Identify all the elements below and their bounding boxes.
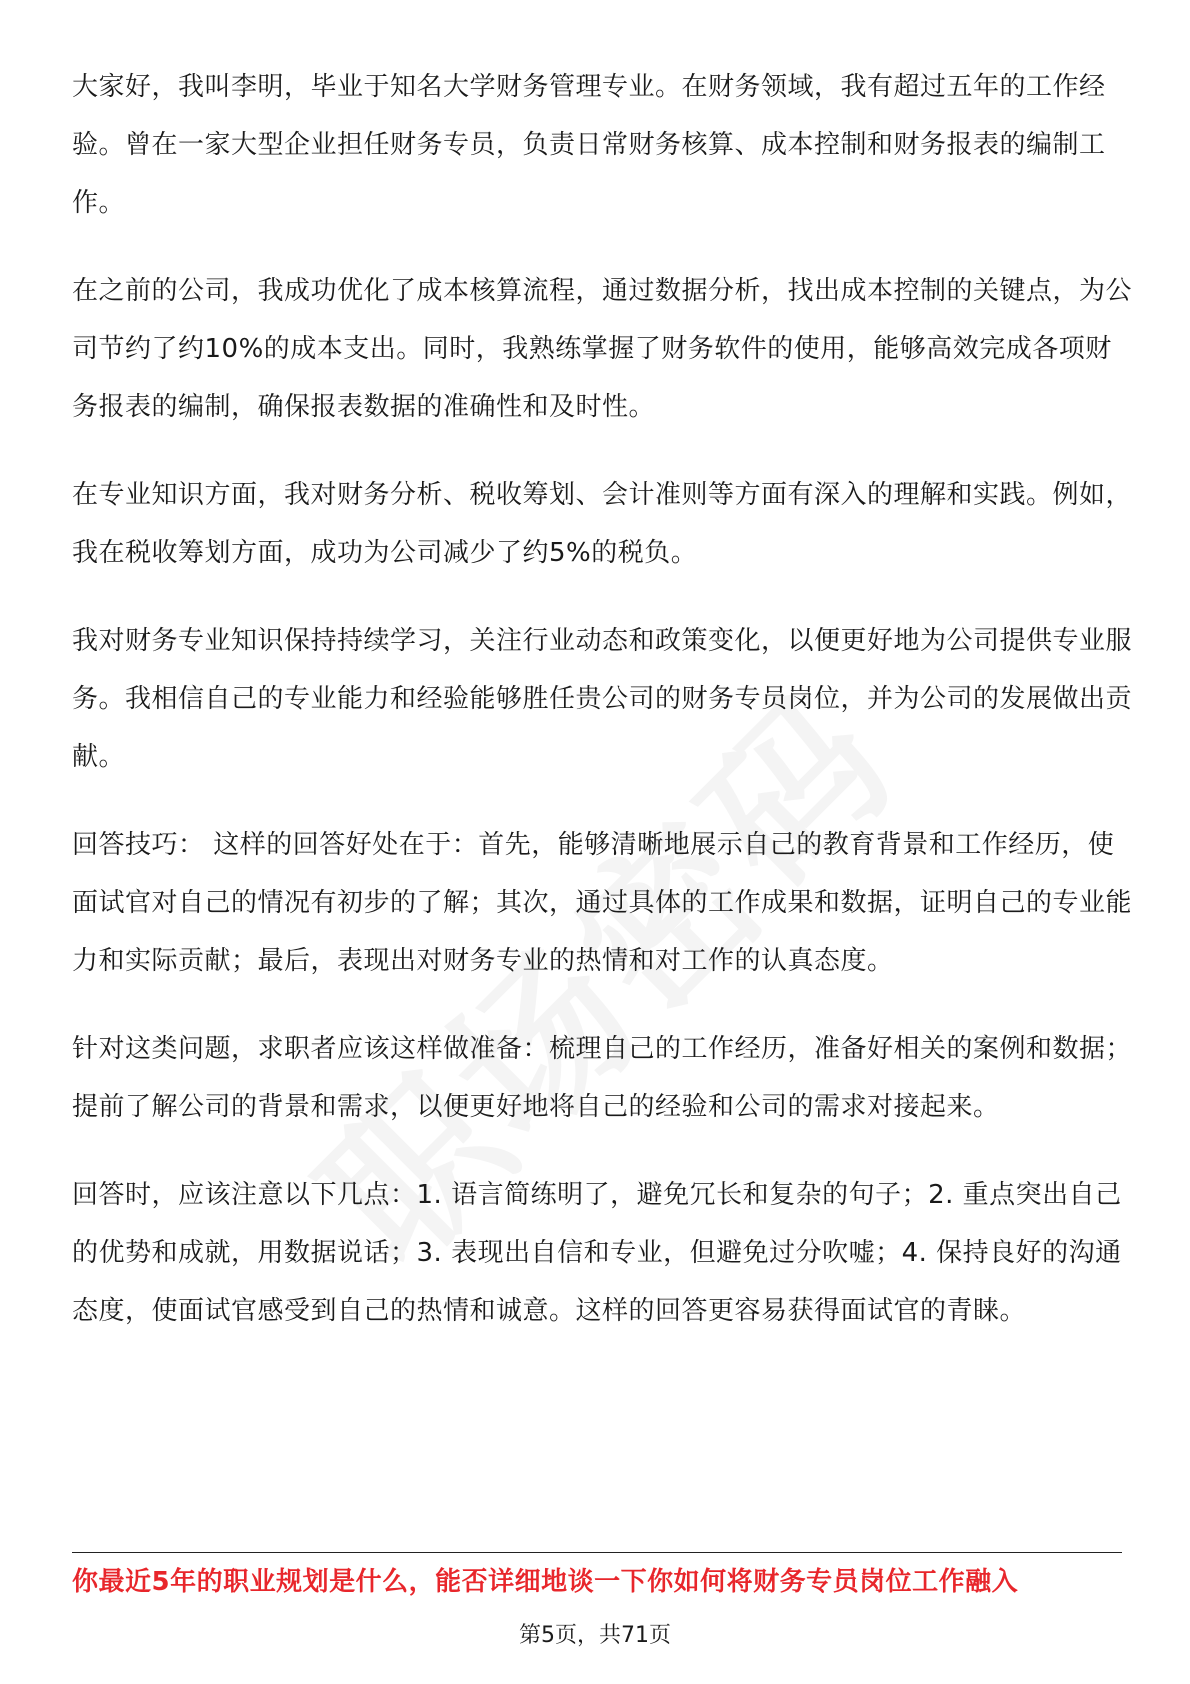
page-number: 第5页，共71页 bbox=[519, 1623, 671, 1648]
next-question-heading: 你最近5年的职业规划是什么，能否详细地谈一下你如何将财务专员岗位工作融入 bbox=[72, 1567, 1019, 1597]
paragraph-preparation: 针对这类问题，求职者应该这样做准备：梳理自己的工作经历，准备好相关的案例和数据；提前了解公司的背景和需求，以便更好地将自己的经验和公司的需求对接起来。 bbox=[72, 1034, 1133, 1122]
paragraph-intro: 大家好，我叫李明，毕业于知名大学财务管理专业。在财务领域，我有超过五年的工作经验。曾在一家大型企业担任财务专员，负责日常财务核算、成本控制和财务报表的编制工作。 bbox=[72, 72, 1106, 218]
section-divider bbox=[72, 1552, 1122, 1553]
paragraph-answer-tips: 回答技巧： 这样的回答好处在于：首先，能够清晰地展示自己的教育背景和工作经历，使面试官对自己的情况有初步的了解；其次，通过具体的工作成果和数据，证明自己的专业能力和实际贡献；最后，表现出对财务专业的热情和对工作的认真态度。 bbox=[72, 830, 1133, 976]
paragraph-expertise: 在专业知识方面，我对财务分析、税收筹划、会计准则等方面有深入的理解和实践。例如，我在税收筹划方面，成功为公司减少了约5%的税负。 bbox=[72, 480, 1133, 568]
paragraph-achievements: 在之前的公司，我成功优化了成本核算流程，通过数据分析，找出成本控制的关键点，为公司节约了约10%的成本支出。同时，我熟练掌握了财务软件的使用，能够高效完成各项财务报表的编制，确保报表数据的准确性和及时性。 bbox=[72, 276, 1133, 422]
paragraph-learning: 我对财务专业知识保持持续学习，关注行业动态和政策变化，以便更好地为公司提供专业服务。我相信自己的专业能力和经验能够胜任贵公司的财务专员岗位，并为公司的发展做出贡献。 bbox=[72, 626, 1133, 772]
document-body bbox=[72, 58, 1132, 1370]
paragraph-notes: 回答时，应该注意以下几点：1. 语言简练明了，避免冗长和复杂的句子；2. 重点突出自己的优势和成就，用数据说话；3. 表现出自信和专业，但避免过分吹嘘；4. 保持良好的沟通态度，使面试官感受到自己的热情和诚意。这样的回答更容易获得面试官的青睐。 bbox=[72, 1180, 1122, 1326]
